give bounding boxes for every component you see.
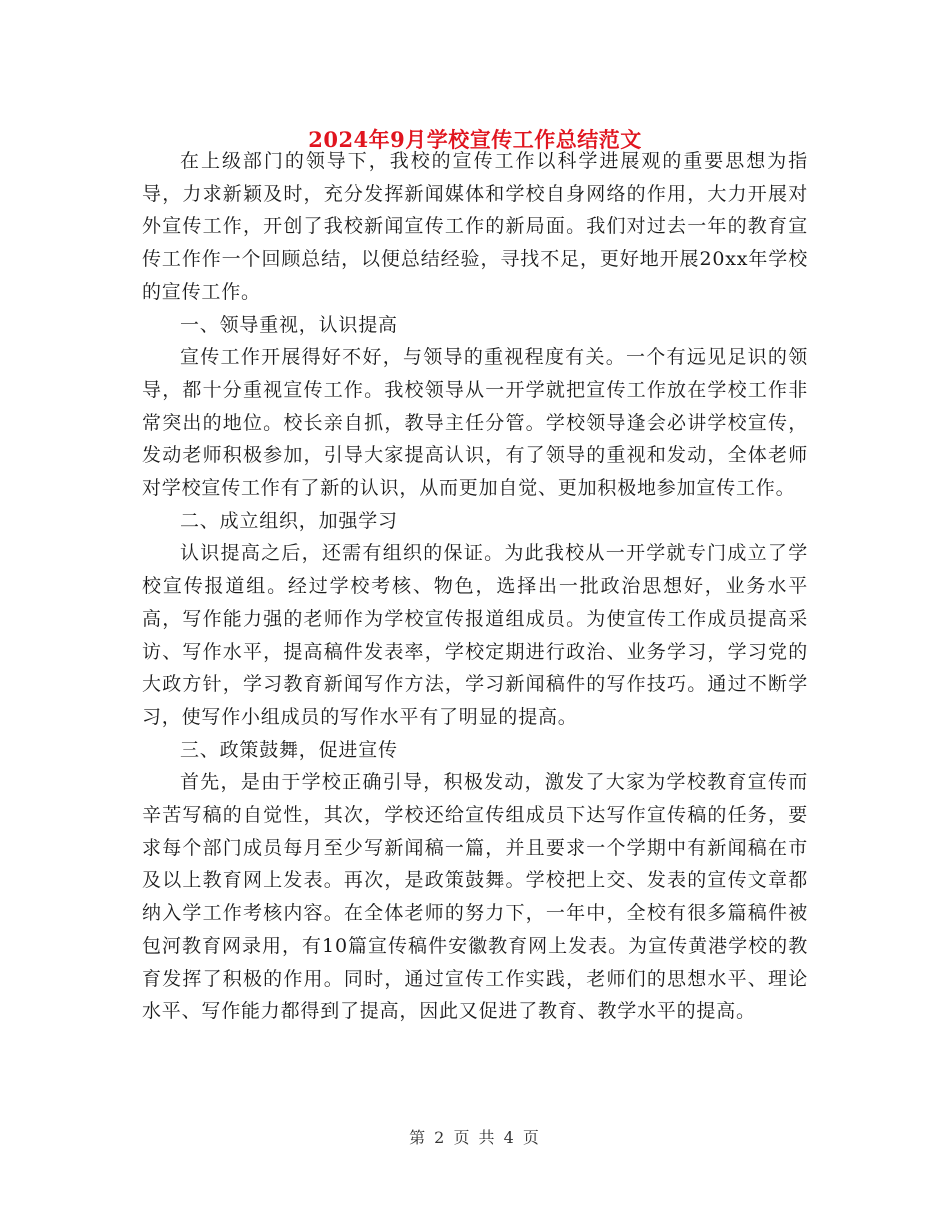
section-paragraph-1: 宣传工作开展得好不好，与领导的重视程度有关。一个有远见足识的领导，都十分重视宣传工作。我校领导从一开学就把宣传工作放在学校工作非常突出的地位。校长亲自抓，教导主任分管。学校领导逢会必讲学校宣传，发动老师积极参加，引导大家提高认识，有了领导的重视和发动，全体老师对学校宣传工作有了新的认识，从而更加自觉、更加积极地参加宣传工作。	[142, 346, 808, 500]
page-number-footer: 第 2 页 共 4 页	[409, 1128, 541, 1147]
intro-paragraph: 在上级部门的领导下，我校的宣传工作以科学进展观的重要思想为指导，力求新颖及时，充分发挥新闻媒体和学校自身网络的作用，大力开展对外宣传工作，开创了我校新闻宣传工作的新局面。我们对过去一年的教育宣传工作作一个回顾总结，以便总结经验，寻找不足，更好地开展20xx年学校的宣传工作。	[142, 150, 808, 303]
section-paragraph-3: 首先，是由于学校正确引导，积极发动，激发了大家为学校教育宣传而辛苦写稿的自觉性，其次，学校还给宣传组成员下达写作宣传稿的任务，要求每个部门成员每月至少写新闻稿一篇，并且要求一个学期中有新闻稿在市及以上教育网上发表。再次，是政策鼓舞。学校把上交、发表的宣传文章都纳入学工作考核内容。在全体老师的努力下，一年中，全校有很多篇稿件被包河教育网录用，有10篇宣传稿件安徽教育网上发表。为宣传黄港学校的教育发挥了积极的作用。同时，通过宣传工作实践，老师们的思想水平、理论水平、写作能力都得到了提高，因此又促进了教育、教学水平的提高。	[142, 771, 808, 1023]
section-heading-3: 三、政策鼓舞，促进宣传	[180, 738, 398, 761]
section-paragraph-2: 认识提高之后，还需有组织的保证。为此我校从一开学就专门成立了学校宣传报道组。经过学校考核、物色，选择出一批政治思想好，业务水平高，写作能力强的老师作为学校宣传报道组成员。为使宣传工作成员提高采访、写作水平，提高稿件发表率，学校定期进行政治、业务学习，学习党的大政方针，学习教育新闻写作方法，学习新闻稿件的写作技巧。通过不断学习，使写作小组成员的写作水平有了明显的提高。	[142, 542, 808, 728]
document-title: 2024年9月学校宣传工作总结范文	[308, 127, 642, 153]
section-heading-2: 二、成立组织，加强学习	[180, 509, 398, 532]
section-heading-1: 一、领导重视，认识提高	[180, 313, 398, 336]
document-body	[142, 145, 808, 1028]
